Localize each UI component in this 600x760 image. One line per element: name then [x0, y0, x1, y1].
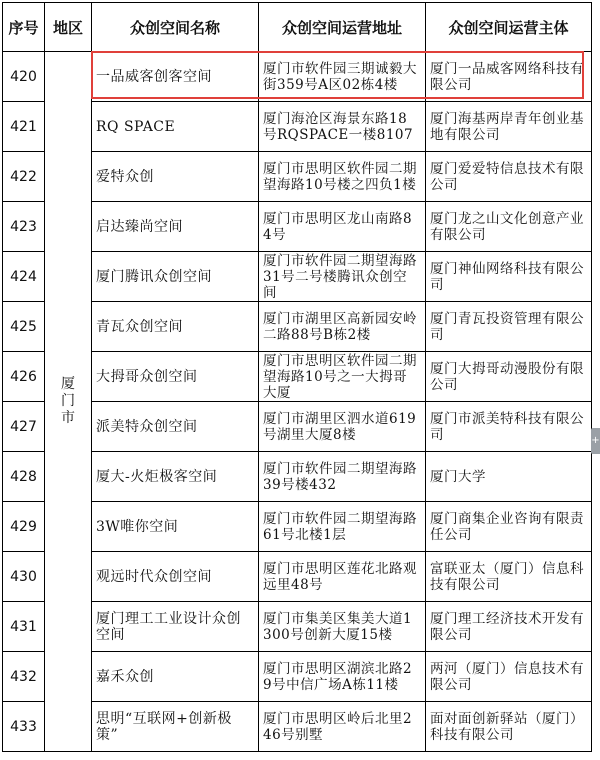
region-cell: [45, 52, 92, 752]
table-header-row: [3, 3, 592, 52]
header-address: 众创空间运营地址: [259, 3, 426, 52]
row-address: 厦门市思明区莲花北路观远里48号: [259, 552, 426, 602]
table-row: [3, 102, 592, 152]
table-row: [3, 602, 592, 652]
header-operator: 众创空间运营主体: [426, 3, 592, 52]
table-row: [3, 152, 592, 202]
row-operator: 厦门龙之山文化创意产业有限公司: [426, 202, 592, 252]
row-index: 432: [3, 652, 45, 702]
row-name: 爱特众创: [92, 152, 259, 202]
row-address: 厦门市思明区软件园二期望海路10号楼之四负1楼: [259, 152, 426, 202]
row-index: 433: [3, 702, 45, 752]
row-name: 思明“互联网+创新极策”: [92, 702, 259, 752]
row-name: 启达臻尚空间: [92, 202, 259, 252]
row-name: RQ SPACE: [92, 102, 259, 152]
side-expand-tab[interactable]: [591, 428, 600, 454]
row-index: 429: [3, 502, 45, 552]
row-name: 观远时代众创空间: [92, 552, 259, 602]
row-operator: 厦门大学: [426, 452, 592, 502]
row-address: 厦门海沧区海景东路18号RQSPACE一楼8107: [259, 102, 426, 152]
row-operator: 厦门青瓦投资管理有限公司: [426, 302, 592, 352]
row-address: 厦门市软件园二期望海路31号二号楼腾讯众创空间: [259, 252, 426, 302]
table-row: [3, 352, 592, 402]
row-operator: 厦门神仙网络科技有限公司: [426, 252, 592, 302]
table-row: [3, 652, 592, 702]
table-row: [3, 52, 592, 102]
incubator-table: [2, 2, 592, 752]
header-region: 地区: [45, 3, 92, 52]
row-name: 厦门理工工业设计众创空间: [92, 602, 259, 652]
table-row: [3, 502, 592, 552]
row-index: 422: [3, 152, 45, 202]
row-name: 派美特众创空间: [92, 402, 259, 452]
row-name: 大拇哥众创空间: [92, 352, 259, 402]
row-name: 青瓦众创空间: [92, 302, 259, 352]
row-address: 厦门市软件园三期诚毅大街359号A区02栋4楼: [259, 52, 426, 102]
header-index: 序号: [3, 3, 45, 52]
table-row: [3, 202, 592, 252]
row-address: 厦门市思明区龙山南路84号: [259, 202, 426, 252]
row-operator: 厦门商集企业咨询有限责任公司: [426, 502, 592, 552]
row-name: 3W唯你空间: [92, 502, 259, 552]
row-operator: 厦门一品威客网络科技有限公司: [426, 52, 592, 102]
row-index: 423: [3, 202, 45, 252]
row-operator: 厦门海基两岸青年创业基地有限公司: [426, 102, 592, 152]
row-address: 厦门市思明区岭后北里246号别墅: [259, 702, 426, 752]
row-operator: 厦门市派美特科技有限公司: [426, 402, 592, 452]
row-name: 一品威客创客空间: [92, 52, 259, 102]
row-address: 厦门市软件园二期望海路61号北楼1层: [259, 502, 426, 552]
header-name: 众创空间名称: [92, 3, 259, 52]
row-index: 431: [3, 602, 45, 652]
row-index: 421: [3, 102, 45, 152]
row-address: 厦门市湖里区泗水道619号湖里大厦8楼: [259, 402, 426, 452]
table-row: [3, 302, 592, 352]
row-name: 厦大-火炬极客空间: [92, 452, 259, 502]
row-index: 424: [3, 252, 45, 302]
row-address: 厦门市软件园二期望海路39号楼432: [259, 452, 426, 502]
table-row: [3, 402, 592, 452]
row-name: 厦门腾讯众创空间: [92, 252, 259, 302]
row-operator: 厦门爱爱特信息技术有限公司: [426, 152, 592, 202]
row-operator: 厦门理工经济技术开发有限公司: [426, 602, 592, 652]
row-index: 426: [3, 352, 45, 402]
row-name: 嘉禾众创: [92, 652, 259, 702]
row-index: 425: [3, 302, 45, 352]
table-row: [3, 252, 592, 302]
table-row: [3, 452, 592, 502]
region-label: 厦门市: [61, 376, 75, 426]
row-operator: 面对面创新驿站（厦门）科技有限公司: [426, 702, 592, 752]
row-index: 420: [3, 52, 45, 102]
row-address: 厦门市集美区集美大道1300号创新大厦15楼: [259, 602, 426, 652]
plus-icon: +: [591, 435, 600, 446]
table-row: [3, 552, 592, 602]
row-index: 430: [3, 552, 45, 602]
row-operator: 富联亚太（厦门）信息科技有限公司: [426, 552, 592, 602]
row-address: 厦门市湖里区高新园安岭二路88号B栋2楼: [259, 302, 426, 352]
row-index: 427: [3, 402, 45, 452]
row-index: 428: [3, 452, 45, 502]
row-address: 厦门市思明区软件园二期望海路10号之一大拇哥大厦: [259, 352, 426, 402]
row-address: 厦门市思明区湖滨北路29号中信广场A栋11楼: [259, 652, 426, 702]
row-operator: 厦门大拇哥动漫股份有限公司: [426, 352, 592, 402]
table-row: [3, 702, 592, 752]
row-operator: 两河（厦门）信息技术有限公司: [426, 652, 592, 702]
